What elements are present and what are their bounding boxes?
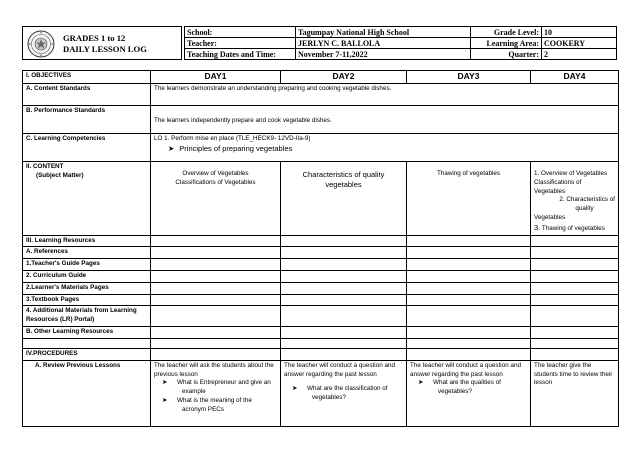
arrow-bullet-icon: ➤ [168,143,175,153]
performance-standards-row [23,105,619,133]
review-label: A. Review Previous Lessons [23,360,151,426]
competency-item-text: Principles of preparing vegetables [179,143,293,153]
day-4-item-number: 3. [534,222,541,232]
content-standards-text: The learners demonstrate an understanding preparing and cooking vegetable dishes. [151,83,619,105]
learners-materials-row [23,282,619,294]
content-label: II. CONTENT [26,162,64,170]
day-4-header: DAY4 [531,71,619,84]
competency-item [154,144,615,155]
other-resources-label: B. Other Learning Resources [23,327,151,339]
header [22,26,618,62]
day-1-review-bullet-2: ➤ What is the meaning of the acronym PECs [162,396,252,413]
school-label: School: [185,27,296,38]
quarter-label: Quarter: [471,49,542,60]
day-4-content [531,161,619,235]
day-1-content-line-2: Classifications of Vegetables [175,178,256,186]
logo-cell [22,26,182,60]
curriculum-guide-label: 2. Curriculum Guide [23,271,151,283]
teachers-guide-row [23,259,619,271]
review-row [23,360,619,426]
other-resources-row [23,327,619,339]
teacher-label: Teacher: [185,38,296,49]
title-line-1: GRADES 1 to 12 [63,33,126,43]
day-2-content [281,161,407,235]
content-label-cell [23,161,151,235]
day-4-content-line-4: 2. Characteristics of [559,196,615,204]
competencies-row [23,133,619,161]
competencies-label: C. Learning Competencies [23,133,151,161]
teacher-value: JERLYN C. BALLOLA [296,38,471,49]
dates-label: Teaching Dates and Time: [185,49,296,60]
content-row [23,161,619,235]
learning-area-value: COOKERY [542,38,617,49]
day-1-review-intro: The teacher will ask the students about the previous lesson [154,361,274,378]
quarter-value: 2 [542,49,617,60]
day-2-content-line-2: vegetables [325,180,362,190]
day-2-review-bullet-1: ➤ What are the classification of vegetables? [292,385,388,402]
learning-area-label: Learning Area: [471,38,542,49]
day-3-review [407,360,531,426]
day-4-content-line-6: Vegetables [534,213,566,221]
textbook-row [23,294,619,306]
day-1-header: DAY1 [151,71,281,84]
performance-standards-text: The learners independently prepare and cook vegetable dishes. [151,105,619,133]
deped-seal-icon [27,30,55,58]
dates-value: November 7-11,2022 [296,49,471,60]
day-1-review [151,360,281,426]
learning-resources-label: III. Learning Resources [23,235,151,247]
textbook-label: 3.Textbook Pages [23,294,151,306]
day-2-header: DAY2 [281,71,407,84]
procedures-label: IV.PROCEDURES [23,348,151,360]
objectives-row [23,71,619,84]
day-4-item-text: Thawing of vegetables [541,224,605,232]
header-info-table [184,26,617,60]
day-3-review-bullet-1: ➤ What are the qualities of vegetables? [418,379,501,396]
day-4-content-line-7 [534,223,615,234]
day-4-content-line-1: 1. Overview of Vegetables [534,169,608,177]
lesson-log-table [22,70,619,427]
day-4-review: The teacher give the students time to review their lesson [531,360,619,426]
content-standards-label: A. Content Standards [23,83,151,105]
day-3-header: DAY3 [407,71,531,84]
references-row [23,247,619,259]
day-3-content: Thawing of vegetables [407,161,531,235]
additional-materials-label: 4. Additional Materials from Learning Resources (LR) Portal) [23,306,151,327]
day-2-review [281,360,407,426]
performance-standards-label: B. Performance Standards [23,105,151,133]
form-title [63,33,147,55]
day-1-content [151,161,281,235]
grade-level-label: Grade Level: [471,27,542,38]
objectives-label: I. OBJECTIVES [23,71,151,84]
day-2-review-intro: The teacher will conduct a question and answer regarding the past lesson [284,361,395,378]
day-4-content-line-5: quality [575,205,594,213]
curriculum-guide-row [23,271,619,283]
title-line-2: DAILY LESSON LOG [63,44,147,54]
learning-resources-row [23,235,619,247]
learners-materials-label: 2.Learner's Materials Pages [23,282,151,294]
references-label: A. References [23,247,151,259]
subject-matter-label: (Subject Matter) [36,171,84,179]
teachers-guide-label: 1.Teacher's Guide Pages [23,259,151,271]
day-2-content-line-1: Characteristics of quality [302,169,385,179]
procedures-row [23,348,619,360]
grade-level-value: 10 [542,27,617,38]
day-1-review-bullet-1: ➤ What is Entrepreneur and give an example [162,379,271,396]
competencies-cell [151,133,619,161]
content-standards-row [23,83,619,105]
spacer-row [23,338,619,348]
lesson-log-page [22,26,618,413]
day-4-content-line-3: Vegetables [534,187,566,195]
day-3-review-intro: The teacher will conduct a question and answer regarding the past lesson [410,361,521,378]
additional-materials-row [23,306,619,327]
day-1-content-line-1: Overview of Vegetables [182,169,249,177]
day-4-content-line-2: Classifications of [534,178,582,186]
competency-code: LO 1. Perform mise en place (TLE_HECK9- 12VD-IIa-9) [154,134,311,142]
school-value: Tagumpay National High School [296,27,471,38]
